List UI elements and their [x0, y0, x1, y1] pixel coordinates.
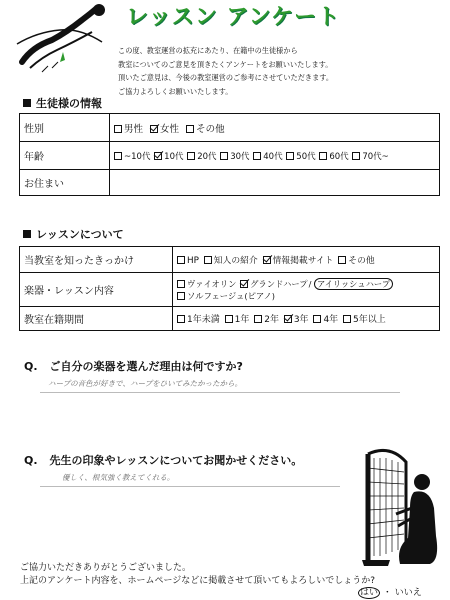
checkbox-icon[interactable]	[254, 315, 262, 323]
question-text: 先生の印象やレッスンについてお聞かせください。	[49, 454, 303, 467]
square-bullet-icon	[23, 230, 31, 238]
answer-2[interactable]: 優しく、根気強く教えてくれる。	[62, 473, 175, 482]
question-text: ご自分の楽器を選んだ理由は何ですか?	[49, 360, 243, 373]
age-option[interactable]: 70代~	[352, 150, 388, 162]
intro-line: ご協力よろしくお願いいたします。	[118, 86, 233, 96]
period-option[interactable]: 3年	[284, 312, 309, 325]
checkbox-icon[interactable]	[225, 315, 233, 323]
lesson-info-table	[19, 246, 440, 331]
square-bullet-icon	[23, 99, 31, 107]
gender-option[interactable]: 男性	[114, 121, 143, 135]
student-section-heading: 生徒様の情報	[23, 95, 102, 111]
permission-yes[interactable]: はい	[360, 588, 379, 598]
age-option[interactable]: 10代	[154, 150, 183, 162]
instrument-options	[173, 273, 440, 307]
checkbox-icon[interactable]	[352, 152, 360, 160]
checkbox-icon[interactable]	[319, 152, 327, 160]
checkbox-icon[interactable]	[177, 315, 185, 323]
period-option[interactable]: 5年以上	[343, 312, 386, 325]
age-row	[20, 142, 440, 170]
checkbox-icon[interactable]	[177, 280, 185, 288]
trigger-options	[173, 247, 440, 273]
checkbox-icon[interactable]	[286, 152, 294, 160]
checkbox-icon[interactable]	[253, 152, 261, 160]
checkbox-checked-icon[interactable]	[240, 280, 248, 288]
gender-row	[20, 114, 440, 142]
question-2	[24, 452, 302, 468]
trigger-option[interactable]: 知人の紹介	[204, 253, 258, 266]
page-title: レッスン アンケート	[126, 5, 341, 30]
instrument-option[interactable]: グランドハープ	[240, 278, 308, 290]
instrument-label: 楽器・レッスン内容	[20, 273, 173, 307]
address-field[interactable]	[110, 170, 440, 196]
checkbox-checked-icon[interactable]	[263, 256, 271, 264]
question-marker: Q.	[24, 360, 38, 373]
instrument-option[interactable]: ヴァイオリン	[177, 278, 236, 290]
period-option[interactable]: 2年	[254, 312, 279, 325]
question-marker: Q.	[24, 454, 38, 467]
student-info-table	[19, 113, 440, 196]
permission-separator: ・	[382, 588, 392, 598]
harpist-illustration	[360, 448, 442, 568]
address-row	[20, 170, 440, 196]
period-row	[20, 307, 440, 331]
checkbox-checked-icon[interactable]	[284, 315, 292, 323]
gender-label: 性別	[20, 114, 110, 142]
checkbox-icon[interactable]	[313, 315, 321, 323]
trigger-row	[20, 247, 440, 273]
thanks-text: ご協力いただきありがとうございました。	[20, 563, 192, 573]
checkbox-icon[interactable]	[204, 256, 212, 264]
intro-line: 頂いたご意見は、今後の教室運営のご参考にさせていただきます。	[118, 73, 334, 82]
instrument-option-circled[interactable]: アイリッシュハープ	[314, 278, 393, 290]
checkbox-icon[interactable]	[186, 125, 194, 133]
intro-line: 教室についてのご意見を頂きたくアンケートをお願いいたします。	[118, 59, 333, 69]
checkbox-icon[interactable]	[177, 292, 185, 300]
gender-options	[110, 114, 440, 142]
trigger-option[interactable]: その他	[338, 253, 374, 266]
age-option[interactable]: 50代	[286, 150, 315, 162]
period-option[interactable]: 1年	[225, 312, 250, 325]
checkbox-checked-icon[interactable]	[150, 125, 158, 133]
age-option[interactable]: 60代	[319, 150, 348, 162]
checkbox-icon[interactable]	[177, 256, 185, 264]
checkbox-icon[interactable]	[114, 152, 122, 160]
address-label: お住まい	[20, 170, 110, 196]
question-1	[24, 358, 243, 374]
permission-question: 上記のアンケート内容を、ホームページなどに掲載させて頂いてもよろしいでしょうか?	[20, 576, 376, 586]
intro-line: この度、教室運営の拡充にあたり、在籍中の生徒様から	[118, 46, 298, 55]
checkbox-icon[interactable]	[343, 315, 351, 323]
age-option[interactable]: 40代	[253, 150, 282, 162]
period-label: 教室在籍期間	[20, 307, 173, 331]
checkbox-icon[interactable]	[338, 256, 346, 264]
gender-option[interactable]: その他	[186, 121, 225, 135]
intro-text	[118, 44, 443, 98]
period-option[interactable]: 1年未満	[177, 312, 220, 325]
checkbox-icon[interactable]	[220, 152, 228, 160]
age-option[interactable]: 20代	[187, 150, 216, 162]
instrument-option[interactable]: ソルフェージュ(ピアノ)	[177, 290, 275, 302]
trigger-label: 当教室を知ったきっかけ	[20, 247, 173, 273]
age-options	[110, 142, 440, 170]
answer-line	[40, 486, 340, 487]
checkbox-icon[interactable]	[114, 125, 122, 133]
gender-option[interactable]: 女性	[150, 121, 179, 135]
trigger-option[interactable]: HP	[177, 256, 199, 266]
period-option[interactable]: 4年	[313, 312, 338, 325]
age-option[interactable]: ~10代	[114, 150, 150, 162]
age-option[interactable]: 30代	[220, 150, 249, 162]
checkbox-icon[interactable]	[187, 152, 195, 160]
violin-illustration	[12, 2, 112, 82]
period-options	[173, 307, 440, 331]
answer-1[interactable]: ハープの音色が好きで、ハープをひいてみたかったから。	[48, 379, 243, 388]
checkbox-checked-icon[interactable]	[154, 152, 162, 160]
age-label: 年齢	[20, 142, 110, 170]
permission-answer	[358, 585, 422, 598]
trigger-option[interactable]: 情報掲載サイト	[263, 253, 334, 266]
permission-no[interactable]: いいえ	[394, 588, 422, 598]
answer-line	[40, 392, 400, 393]
instrument-row	[20, 273, 440, 307]
lesson-section-heading: レッスンについて	[23, 226, 124, 242]
instrument-separator: /	[308, 278, 312, 289]
